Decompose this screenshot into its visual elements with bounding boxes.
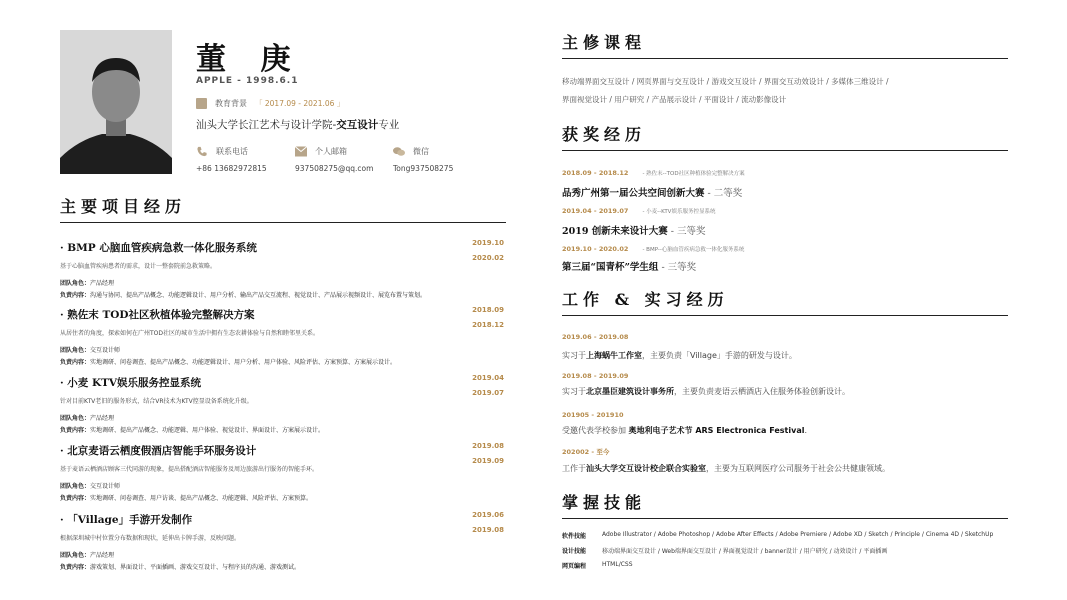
project-role: 产品经理 <box>90 415 115 422</box>
school-name: 汕头大学长江艺术与设计学院- <box>196 119 337 131</box>
project-role-label: 团队角色： <box>60 552 91 559</box>
work-date: 2019.06 - 2019.08 <box>562 333 629 341</box>
contact-phone-label: 联系电话 <box>216 147 248 156</box>
wechat-icon <box>393 146 405 157</box>
work-section-title: 工作 & 实习经历 <box>562 290 729 309</box>
project-dates <box>472 371 504 401</box>
project-dates <box>472 236 504 266</box>
project-work-label: 负责内容： <box>60 359 91 366</box>
project-start-date: 2018.09 <box>472 306 504 314</box>
award-period: 2018.09 - 2018.12 <box>562 169 629 177</box>
profile-name: 董 庚 <box>196 42 303 77</box>
award-name: 品秀广州第一届公共空间创新大赛 <box>562 188 705 199</box>
contact-phone-value[interactable]: +86 13682972815 <box>196 164 267 173</box>
work-org: 奥地利电子艺术节 ARS Electronica Festival <box>628 426 805 435</box>
project-item <box>60 307 506 366</box>
project-work-label: 负责内容： <box>60 564 91 571</box>
skill-value: HTML/CSS <box>602 561 633 568</box>
contact-wechat <box>393 146 453 173</box>
courses-line-1: 移动端界面交互设计 / 网页界面与交互设计 / 游戏交互设计 / 界面交互动效设计 / 多媒体三维设计 / <box>562 77 889 86</box>
contact-email-value[interactable]: 937508275@qq.com <box>295 164 374 173</box>
courses-section-title: 主修课程 <box>562 33 647 52</box>
contact-wechat-value[interactable]: Tong937508275 <box>393 164 454 173</box>
skills-section-title: 掌握技能 <box>562 493 647 512</box>
project-end-date: 2018.12 <box>472 321 504 329</box>
work-org: 汕头大学交互设计校企联合实验室 <box>586 464 706 473</box>
skill-label: 设计技能 <box>562 548 587 555</box>
profile-photo <box>60 30 172 174</box>
work-desc-pre: 受邀代表学校参加 <box>562 426 629 435</box>
skill-value: Adobe Illustrator / Adobe Photoshop / Adobe After Effects / Adobe Premiere / Adobe XD / Sketch / Principle / Cinema 4D / SketchUp <box>602 531 994 538</box>
work-desc-post: ，主要负责「Village」手游的研发与设计。 <box>642 351 797 360</box>
courses-line-2: 界面视觉设计 / 用户研究 / 产品展示设计 / 平面设计 / 流动影像设计 <box>562 95 787 104</box>
project-desc: 针对目前KTV老旧的服务形式，结合VR技术为KTV控显设备系统化升级。 <box>60 398 253 405</box>
project-end-date: 2019.08 <box>472 526 504 534</box>
project-desc: 从居住者的角度，探索如何在广州TOD社区的城市生活中拥有生态农耕体验与自然和睦邻里关系。 <box>60 330 320 337</box>
project-dates <box>472 303 504 333</box>
project-title: · BMP 心脑血管疾病急救一体化服务系统 <box>60 242 257 254</box>
projects-section-title: 主要项目经历 <box>60 197 187 216</box>
awards-section-rule <box>562 150 1008 151</box>
project-title: · 小麦 KTV娱乐服务控显系统 <box>60 377 202 389</box>
award-prize: - 三等奖 <box>667 226 706 237</box>
work-desc <box>562 463 890 474</box>
education-row <box>196 96 344 110</box>
project-title: · 熟佐末 TOD社区秋植体验完整解决方案 <box>60 309 255 321</box>
award-note: - 小麦--KTV娱乐服务控显系统 <box>642 209 716 215</box>
project-work-label: 负责内容： <box>60 427 91 434</box>
skill-row <box>562 561 633 570</box>
courses-section-rule <box>562 58 1008 59</box>
skill-row <box>562 531 993 540</box>
project-role: 产品经理 <box>90 552 115 559</box>
work-desc-pre: 工作于 <box>562 464 586 473</box>
project-work-label: 负责内容： <box>60 292 91 299</box>
work-section-rule <box>562 315 1008 316</box>
project-role-label: 团队角色： <box>60 347 91 354</box>
work-date: 202002 - 至今 <box>562 448 610 456</box>
work-desc <box>562 386 850 397</box>
skills-section-rule <box>562 518 1008 519</box>
work-desc-pre: 实习于 <box>562 387 586 396</box>
award-note: - 熟佐末--TOD社区种植体验完整解决方案 <box>642 171 745 177</box>
project-end-date: 2019.09 <box>472 457 504 465</box>
award-period: 2019.10 - 2020.02 <box>562 245 629 253</box>
education-period: 「 2017.09 - 2021.06 」 <box>255 98 345 108</box>
phone-icon <box>196 146 208 157</box>
project-end-date: 2019.07 <box>472 389 504 397</box>
award-name: 2019 创新未来设计大赛 <box>562 226 668 237</box>
project-end-date: 2020.02 <box>472 254 504 262</box>
skill-value: 移动端界面交互设计 / Web端界面交互设计 / 界面视觉设计 / banner设计 / 用户研究 / 动效设计 / 平面插画 <box>602 548 888 555</box>
project-role-label: 团队角色： <box>60 415 91 422</box>
award-date <box>562 245 744 253</box>
work-desc-post: . <box>804 426 808 435</box>
award-prize: - 三等奖 <box>658 262 697 273</box>
award-title <box>562 259 696 273</box>
work-desc-post: ，主要负责麦语云栖酒店入住服务体验创新设计。 <box>674 387 850 396</box>
project-role-label: 团队角色： <box>60 483 91 490</box>
award-date <box>562 207 715 215</box>
project-role: 产品经理 <box>90 280 115 287</box>
profile-subtitle: APPLE - 1998.6.1 <box>196 76 299 86</box>
project-title: · 北京麦语云栖度假酒店智能手环服务设计 <box>60 445 257 457</box>
skill-label: 网页编程 <box>562 563 587 570</box>
award-period: 2019.04 - 2019.07 <box>562 207 629 215</box>
education-label: 教育背景 <box>215 98 247 108</box>
work-desc-pre: 实习于 <box>562 351 586 360</box>
project-item <box>60 375 506 434</box>
work-org: 北京墨臣建筑设计事务所 <box>586 387 674 396</box>
awards-section-title: 获奖经历 <box>562 125 647 144</box>
mail-icon <box>295 146 307 157</box>
project-work: 游戏策划、界面设计、平面插画、游戏交互设计、与程序员的沟通、游戏测试。 <box>90 564 301 571</box>
award-title <box>562 185 742 199</box>
project-desc: 根据深圳城中村位置分布数据和现状，延伸出卡牌手游，反映问题。 <box>60 535 241 542</box>
project-desc: 基于心脑血管疾病患者的需求，设计一整套院前急救策略。 <box>60 263 217 270</box>
school-major: 交互设计 <box>336 119 379 131</box>
skill-row <box>562 546 887 555</box>
project-work: 实地调研、提出产品概念、功能逻辑、用户体验、视觉设计、界面设计、方案展示设计。 <box>90 427 325 434</box>
contact-email-label: 个人邮箱 <box>315 147 347 156</box>
work-date: 2019.08 - 2019.09 <box>562 372 629 380</box>
project-start-date: 2019.04 <box>472 374 504 382</box>
project-desc: 基于麦语云栖酒店顾客三代同游的现象，提出搭配酒店智能服务及周边旅游出行服务的智能手环。 <box>60 466 319 473</box>
contact-phone <box>196 146 267 173</box>
project-work: 沟通与协同、提出产品概念、功能逻辑设计、用户分析、输出产品交互流程、视觉设计、产品展示视频设计、展览布置与策划。 <box>90 292 427 299</box>
project-dates <box>472 508 504 538</box>
work-org: 上海蜗牛工作室 <box>586 351 642 360</box>
work-desc-post: ，主要为互联网医疗公司服务于社会公共健康领域。 <box>706 464 890 473</box>
school-major-suffix: 专业 <box>378 119 400 131</box>
skill-label: 软件技能 <box>562 533 587 540</box>
project-work: 实地调研、问卷调查、提出产品概念、功能逻辑设计、用户分析、用户体验、风险评估、方案预算、方案展示设计。 <box>90 359 397 366</box>
award-prize: - 二等奖 <box>704 188 743 199</box>
project-start-date: 2019.10 <box>472 239 504 247</box>
project-role: 交互设计师 <box>90 483 121 490</box>
project-title: · 「Village」手游开发制作 <box>60 514 193 526</box>
project-dates <box>472 439 504 469</box>
work-desc <box>562 350 797 361</box>
award-name: 第三届“国青杯”学生组 <box>562 262 659 273</box>
book-icon <box>196 98 207 109</box>
project-role-label: 团队角色： <box>60 280 91 287</box>
award-date <box>562 169 745 177</box>
project-item <box>60 240 506 299</box>
project-start-date: 2019.08 <box>472 442 504 450</box>
project-start-date: 2019.06 <box>472 511 504 519</box>
project-role: 交互设计师 <box>90 347 121 354</box>
award-note: - BMP--心脑血管疾病急救一体化服务系统 <box>642 247 745 253</box>
contact-email <box>295 146 373 173</box>
projects-section-rule <box>60 222 506 223</box>
project-work: 实地调研、问卷调查、用户访谈、提出产品概念、功能逻辑、风险评估、方案预算。 <box>90 495 313 502</box>
work-desc <box>562 425 807 436</box>
award-title <box>562 223 706 237</box>
project-work-label: 负责内容： <box>60 495 91 502</box>
project-item <box>60 443 506 502</box>
project-item <box>60 512 506 571</box>
contact-wechat-label: 微信 <box>413 147 429 156</box>
work-date: 201905 - 201910 <box>562 411 624 419</box>
education-school <box>196 117 399 132</box>
